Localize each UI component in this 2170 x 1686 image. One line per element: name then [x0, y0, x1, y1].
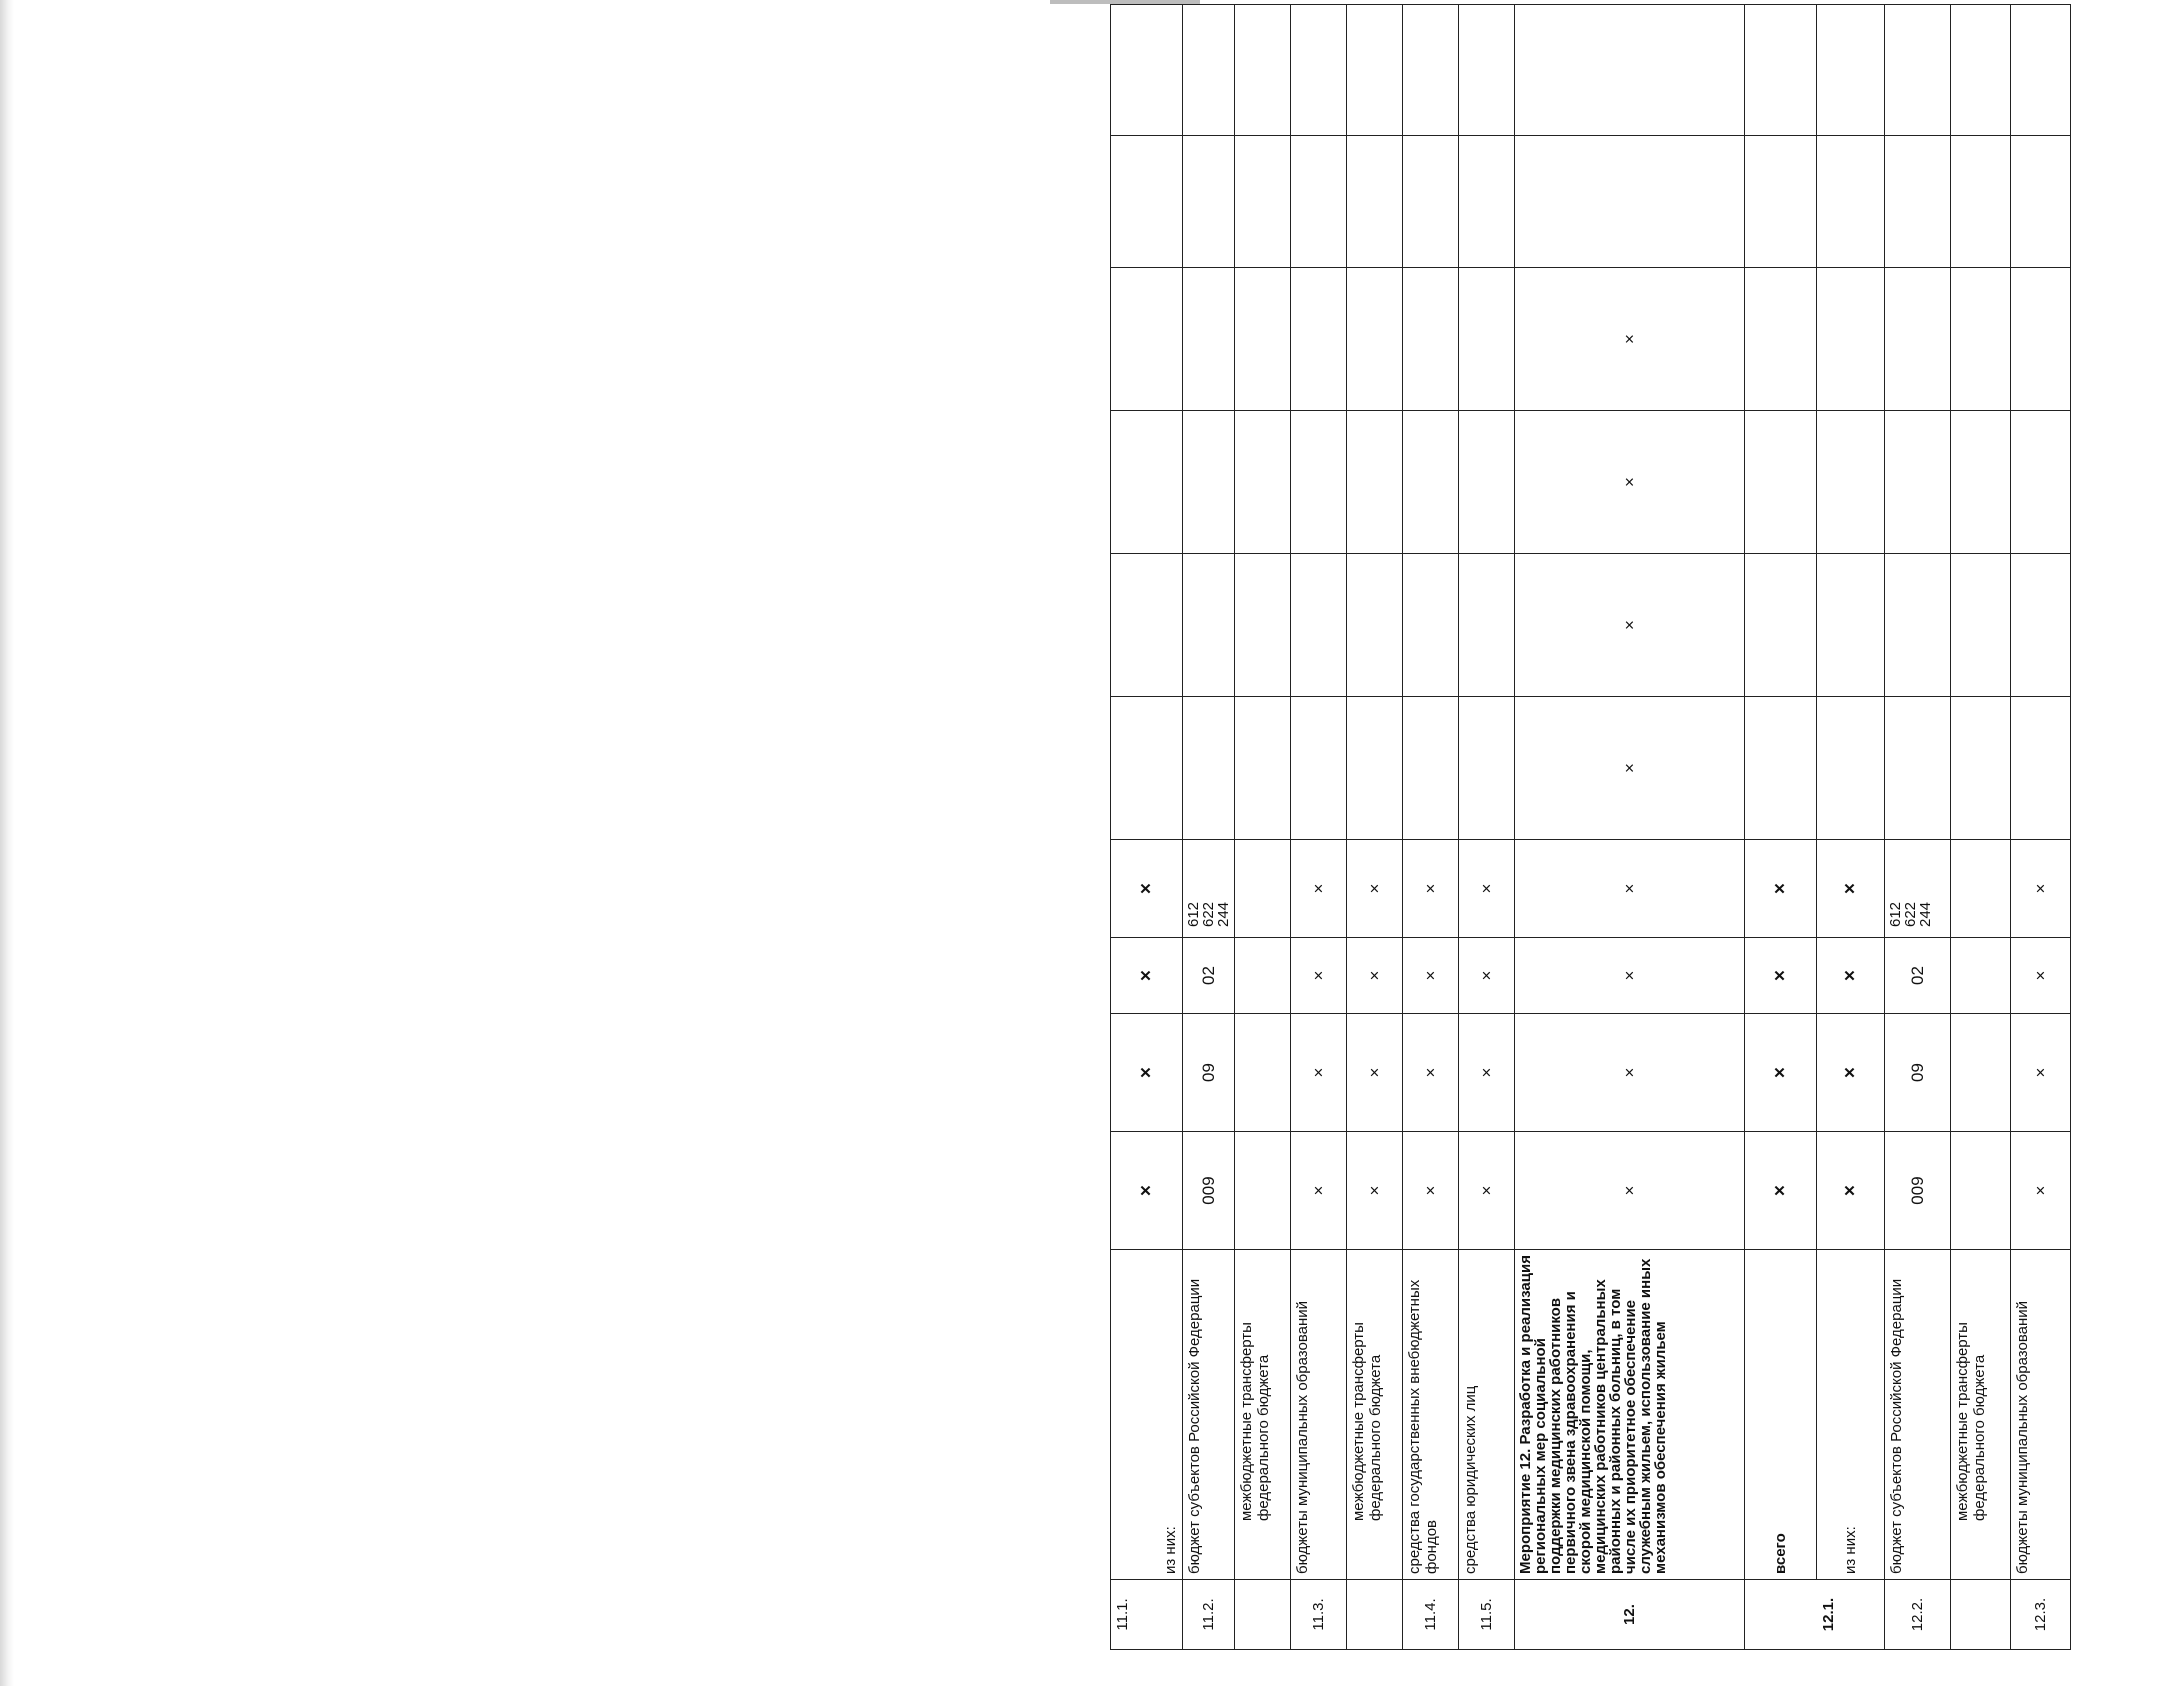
table-row — [1183, 5, 1235, 1650]
table-row — [1111, 5, 1183, 1650]
cell-year-2 — [1347, 554, 1403, 697]
cell-ministry: 009 — [1885, 1132, 1951, 1250]
table-row — [1885, 5, 1951, 1650]
row-number — [1951, 1580, 2011, 1650]
row-number: 12. — [1515, 1580, 1745, 1650]
cell-year-4 — [1817, 268, 1885, 411]
cell-year-4 — [2011, 268, 2071, 411]
cell-year-2 — [2011, 554, 2071, 697]
cell-year-3 — [1951, 411, 2011, 554]
cell-year-4 — [1951, 268, 2011, 411]
table-row — [1515, 5, 1745, 1650]
cell-year-2 — [1951, 554, 2011, 697]
cell-year-2 — [1745, 554, 1817, 697]
cell-extra-1 — [2011, 136, 2071, 268]
row-number: 11.3. — [1291, 1580, 1347, 1650]
cell-subsection: × — [1403, 938, 1459, 1014]
cell-extra-1 — [1515, 136, 1745, 268]
cell-ministry: × — [1817, 1132, 1885, 1250]
cell-expense-type: × — [1459, 840, 1515, 938]
cell-expense-type: × — [1347, 840, 1403, 938]
cell-section: × — [1403, 1014, 1459, 1132]
row-label: межбюджетные трансферты федерального бюджета — [1951, 1250, 2011, 1580]
cell-extra-2 — [1885, 5, 1951, 136]
cell-extra-2 — [1817, 5, 1885, 136]
row-number: 12.1. — [1817, 1580, 1885, 1650]
cell-year-1 — [1235, 697, 1291, 840]
cell-subsection: 02 — [1885, 938, 1951, 1014]
cell-year-3 — [1347, 411, 1403, 554]
cell-expense-type: × — [1403, 840, 1459, 938]
row-label: Мероприятие 12. Разработка и реализация региональных мер социальной поддержки медицинских работников первичного звена здравоохранения и скорой медицинской помощи, медицинских работников центральных районных и районных больниц, в том числе их приоритетное обеспечение служебным жильем, использование иных механизмов обеспечения жильем — [1515, 1250, 1745, 1580]
row-label: из них: — [1817, 1250, 1885, 1580]
cell-subsection: × — [2011, 938, 2071, 1014]
cell-subsection — [1235, 938, 1291, 1014]
cell-year-3 — [2011, 411, 2071, 554]
row-label: средства государственных внебюджетных фондов — [1403, 1250, 1459, 1580]
cell-section: × — [1515, 1014, 1745, 1132]
cell-ministry: × — [1403, 1132, 1459, 1250]
cell-year-2 — [1403, 554, 1459, 697]
cell-year-1 — [1403, 697, 1459, 840]
cell-subsection: × — [1817, 938, 1885, 1014]
cell-section: × — [2011, 1014, 2071, 1132]
cell-year-3 — [1403, 411, 1459, 554]
cell-ministry: × — [1347, 1132, 1403, 1250]
cell-extra-2 — [2011, 5, 2071, 136]
cell-section: 09 — [1183, 1014, 1235, 1132]
table-row — [1403, 5, 1459, 1650]
cell-extra-2 — [1347, 5, 1403, 136]
table-row — [1347, 5, 1403, 1650]
cell-year-4 — [1403, 268, 1459, 411]
cell-expense-type — [1951, 840, 2011, 938]
row-label: бюджет субъектов Российской Федерации — [1885, 1250, 1951, 1580]
cell-section: × — [1291, 1014, 1347, 1132]
cell-year-1 — [1745, 697, 1817, 840]
row-label: всего — [1745, 1250, 1817, 1580]
cell-year-3 — [1745, 411, 1817, 554]
cell-subsection: × — [1347, 938, 1403, 1014]
cell-ministry — [1951, 1132, 2011, 1250]
cell-extra-1 — [1347, 136, 1403, 268]
row-number — [1745, 1580, 1817, 1650]
cell-ministry: × — [1111, 1132, 1183, 1250]
cell-ministry: 009 — [1183, 1132, 1235, 1250]
cell-year-1 — [2011, 697, 2071, 840]
cell-year-4: × — [1515, 268, 1745, 411]
row-number: 11.2. — [1183, 1580, 1235, 1650]
cell-subsection: × — [1459, 938, 1515, 1014]
cell-ministry: × — [1745, 1132, 1817, 1250]
cell-year-2 — [1459, 554, 1515, 697]
row-number: 11.4. — [1403, 1580, 1459, 1650]
cell-extra-2 — [1403, 5, 1459, 136]
cell-extra-1 — [1745, 136, 1817, 268]
cell-year-2 — [1183, 554, 1235, 697]
cell-year-3: × — [1515, 411, 1745, 554]
cell-year-4 — [1885, 268, 1951, 411]
cell-extra-1 — [1403, 136, 1459, 268]
row-number: 11.1. — [1111, 1580, 1183, 1650]
cell-year-1 — [1291, 697, 1347, 840]
cell-ministry — [1235, 1132, 1291, 1250]
cell-extra-1 — [1235, 136, 1291, 268]
cell-year-3 — [1183, 411, 1235, 554]
cell-extra-1 — [1951, 136, 2011, 268]
cell-ministry: × — [1459, 1132, 1515, 1250]
cell-year-2 — [1111, 554, 1183, 697]
cell-year-2 — [1885, 554, 1951, 697]
cell-year-4 — [1235, 268, 1291, 411]
cell-year-1: × — [1515, 697, 1745, 840]
cell-expense-type: 612 622 244 — [1183, 840, 1235, 938]
budget-table — [1110, 4, 2071, 1650]
cell-section — [1235, 1014, 1291, 1132]
cell-section: 09 — [1885, 1014, 1951, 1132]
cell-expense-type: 612 622 244 — [1885, 840, 1951, 938]
row-number — [1347, 1580, 1403, 1650]
cell-extra-1 — [1183, 136, 1235, 268]
cell-year-4 — [1291, 268, 1347, 411]
row-number: 12.2. — [1885, 1580, 1951, 1650]
cell-year-4 — [1111, 268, 1183, 411]
row-label: бюджеты муниципальных образований — [2011, 1250, 2071, 1580]
table-row — [1459, 5, 1515, 1650]
cell-expense-type: × — [1111, 840, 1183, 938]
cell-section: × — [1817, 1014, 1885, 1132]
cell-year-3 — [1235, 411, 1291, 554]
cell-subsection: × — [1291, 938, 1347, 1014]
cell-ministry: × — [1291, 1132, 1347, 1250]
table-row — [1817, 5, 1885, 1650]
cell-year-1 — [1183, 697, 1235, 840]
scan-edge-shadow — [0, 0, 14, 1686]
cell-expense-type: × — [1291, 840, 1347, 938]
row-label: средства юридических лиц — [1459, 1250, 1515, 1580]
cell-section — [1951, 1014, 2011, 1132]
row-number: 11.5. — [1459, 1580, 1515, 1650]
cell-extra-1 — [1291, 136, 1347, 268]
cell-year-3 — [1291, 411, 1347, 554]
cell-year-4 — [1183, 268, 1235, 411]
cell-section: × — [1459, 1014, 1515, 1132]
cell-extra-2 — [1515, 5, 1745, 136]
table-row — [1291, 5, 1347, 1650]
table-row — [1951, 5, 2011, 1650]
cell-extra-1 — [1459, 136, 1515, 268]
cell-extra-1 — [1817, 136, 1885, 268]
cell-extra-2 — [1183, 5, 1235, 136]
cell-expense-type: × — [2011, 840, 2071, 938]
cell-year-1 — [1951, 697, 2011, 840]
table-row — [2011, 5, 2071, 1650]
cell-expense-type — [1235, 840, 1291, 938]
cell-year-3 — [1111, 411, 1183, 554]
cell-subsection — [1951, 938, 2011, 1014]
cell-section: × — [1347, 1014, 1403, 1132]
cell-ministry: × — [1515, 1132, 1745, 1250]
cell-year-1 — [1817, 697, 1885, 840]
cell-expense-type: × — [1745, 840, 1817, 938]
row-number: 12.3. — [2011, 1580, 2071, 1650]
cell-year-1 — [1111, 697, 1183, 840]
cell-year-1 — [1459, 697, 1515, 840]
row-label: бюджеты муниципальных образований — [1291, 1250, 1347, 1580]
cell-year-2 — [1817, 554, 1885, 697]
cell-subsection: × — [1745, 938, 1817, 1014]
cell-year-3 — [1885, 411, 1951, 554]
cell-extra-2 — [1235, 5, 1291, 136]
table-row — [1745, 5, 1817, 1650]
cell-extra-2 — [1745, 5, 1817, 136]
cell-extra-2 — [1291, 5, 1347, 136]
cell-ministry: × — [2011, 1132, 2071, 1250]
row-label: межбюджетные трансферты федерального бюджета — [1235, 1250, 1291, 1580]
cell-extra-1 — [1885, 136, 1951, 268]
rotated-page — [1110, 5, 2170, 1650]
cell-subsection: 02 — [1183, 938, 1235, 1014]
cell-year-2: × — [1515, 554, 1745, 697]
cell-section: × — [1111, 1014, 1183, 1132]
row-number — [1235, 1580, 1291, 1650]
cell-section: × — [1745, 1014, 1817, 1132]
cell-year-1 — [1347, 697, 1403, 840]
row-label: из них: — [1111, 1250, 1183, 1580]
cell-year-2 — [1291, 554, 1347, 697]
cell-extra-2 — [1951, 5, 2011, 136]
row-label: бюджет субъектов Российской Федерации — [1183, 1250, 1235, 1580]
cell-year-1 — [1885, 697, 1951, 840]
cell-year-4 — [1347, 268, 1403, 411]
row-label: межбюджетные трансферты федерального бюджета — [1347, 1250, 1403, 1580]
cell-expense-type: × — [1515, 840, 1745, 938]
cell-year-3 — [1459, 411, 1515, 554]
table-row — [1235, 5, 1291, 1650]
cell-subsection: × — [1515, 938, 1745, 1014]
cell-subsection: × — [1111, 938, 1183, 1014]
cell-extra-1 — [1111, 136, 1183, 268]
cell-extra-2 — [1459, 5, 1515, 136]
cell-expense-type: × — [1817, 840, 1885, 938]
cell-year-4 — [1459, 268, 1515, 411]
cell-extra-2 — [1111, 5, 1183, 136]
cell-year-4 — [1745, 268, 1817, 411]
cell-year-3 — [1817, 411, 1885, 554]
cell-year-2 — [1235, 554, 1291, 697]
